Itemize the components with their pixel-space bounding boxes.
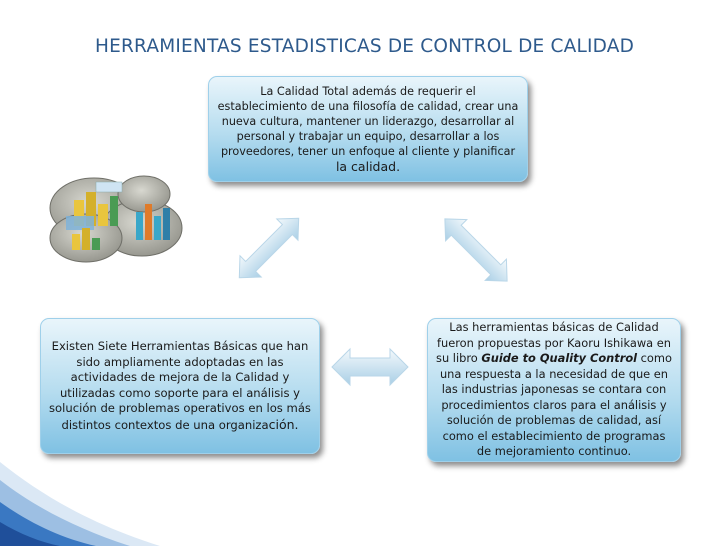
right-text-box [427,318,681,462]
pie-charts-with-bars-icon [44,160,186,268]
top-box-main-text: La Calidad Total además de requerir el establecimiento de una filosofía de calidad, crear una nueva cultura, mantener un liderazgo, desarrollar al personal y trabajar un equipo, desarrollar a los proveedores, tener un enfoque al cliente y planificar [217,84,519,158]
right-box-text-after: como una respuesta a la necesidad de que en las industrias japonesas se contara con procedimientos claros para el análisis y solución de problemas de calidad, así como el establecimiento de programas de mejoramiento continuo. [439,351,672,459]
page-title: HERRAMIENTAS ESTADISTICAS DE CONTROL DE CALIDAD [95,36,635,57]
top-box-emphasis-text: la calidad. [335,158,401,174]
left-text-box [40,318,320,454]
top-text-box [208,76,528,182]
double-headed-arrow-icon [232,210,306,286]
double-headed-arrow-icon [330,345,410,389]
left-box-emphasis-text: ción. [268,416,299,432]
top-box-text [217,84,519,175]
right-box-book-title: Guide to Quality Control [481,351,638,366]
left-box-text [47,339,313,433]
decorative-corner-stripes [0,450,160,546]
right-box-text-before: Las herramientas básicas de Calidad fueron propuestas por Kaoru Ishikawa en su libro [436,320,671,366]
double-headed-arrow-icon [438,212,514,288]
right-box-text [434,320,674,460]
left-box-main-text: Existen Siete Herramientas Básicas que han sido ampliamente adoptadas en las actividades de mejora de la Calidad y utilizadas como soporte para el análisis y solución de problemas operativos en los más distintos contextos de una organiza [49,339,311,432]
